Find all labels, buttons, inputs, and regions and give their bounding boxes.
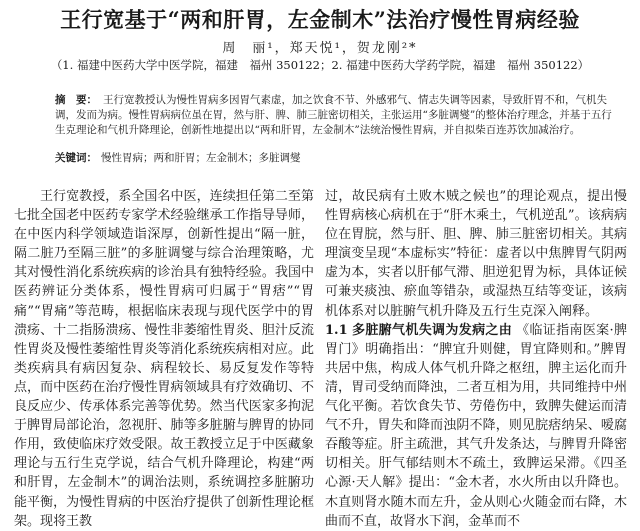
body-paragraph: 王行宽教授，系全国名中医，连续担任第二至第七批全国老中医药专家学术经验继承工作指导导师，在中医内科学领域造诣深厚，创新性提出“隔一脏，隔二脏乃至隔三脏”的多脏调燮与综合治理策略，尤其对慢性消化系统疾病的诊治具有独特经验。我国中医药辨证分类体系，慢性胃病可归属于“胃痞”“胃痛”“胃痛”等范畴，根据临床表现与现代医学中的胃溃疡、十二指肠溃疡、慢性非萎缩性胃炎、胆汁反流性胃炎及慢性萎缩性胃炎等消化系统疾病相对应。此类疾病具有病因复杂、病程较长、易反复发作等特点，而中医药在治疗慢性胃病领域具有疗效确切、不良反应少、传承体系完善等优势。然当代医家多拘泥于脾胃局部论治，忽视肝、肺等多脏腑与脾胃的协同作用，致使临床疗效受限。故王教授立足于中医藏象理论与五行生克学说，结合气机升降理论，构建“两和肝胃，左金制木”的调治法则，系统调控多脏腑功能平衡，为慢性胃病的中医治疗提供了创新性理论框架。现将王教 — [14, 189, 314, 529]
keywords-text: 慢性胃病；两和肝胃；左金制木；多脏调燮 — [101, 152, 301, 164]
article-authors: 周 丽¹，郑天悦¹，贺龙刚²* — [222, 41, 418, 56]
article-title: 王行宽基于“两和肝胃，左金制木”法治疗慢性胃病经验 — [60, 7, 580, 32]
section-number: 1.1 — [325, 322, 348, 338]
section-title: 多脏腑气机失调为发病之由 — [351, 322, 513, 338]
abstract — [55, 93, 615, 138]
section-text: 《临证指南医案·脾胃门》明确指出：“脾宜升则健，胃宜降则和。”脾胃共居中焦，构成人体气机升降之枢纽，脾主运化而升清，胃司受纳而降浊，二者互相为用，共同维持中州气化平衡。若饮食失节、劳倦伤中，致脾失健运而清气不升，胃失和降而浊阴不降，则见脘痞纳呆、嗳腐吞酸等症。肝主疏泄，其气升发条达，与脾胃升降密切相关。肝气郁结则木不疏土，致脾运呆滞。《四圣心源·天人解》提出：“金木者，水火所由以升降也。木直则肾水随木而左升，金从则心火随金而右降，木曲而不直，故肾水下润，金革而不 — [325, 322, 627, 529]
article-affiliation: （1. 福建中医药大学中医学院，福建 福州 350122；2. 福建中医药大学药学院，福建 福州 350122） — [50, 58, 590, 72]
abstract-label: 摘 要： — [55, 94, 97, 106]
body-column-right — [325, 187, 627, 529]
keywords-label: 关键词： — [55, 152, 97, 164]
abstract-text: 王行宽教授认为慢性胃病多因胃气素虚，加之饮食不节、外感邪气、情志失调等因素，导致肝胃不和，气机失调，发而为病。慢性胃病病位虽在胃，然与肝、脾、肺三脏密切相关，主张运用“多脏调燮”的整体治疗理念，并基于五行生克理论和气机升降理论，创新性地提出以“两和肝胃，左金制木”法统治慢性胃病，并自拟柴百连苏饮加减治疗。 — [55, 94, 612, 136]
keywords — [55, 151, 615, 166]
body-column-left — [14, 187, 314, 529]
body-paragraph: 过，故民病有土败木贼之候也”的理论观点，提出慢性胃病核心病机在于“肝木乘土，气机逆乱”。该病病位在胃脘，然与肝、胆、脾、肺三脏密切相关。其病理演变呈现“本虚标实”特征：虚者以中焦脾胃气阴两虚为本，实者以肝郁气滞、胆逆犯胃为标，具体证候可兼夹痰浊、瘀血等错杂，或湿热互结等变证，该病机体系对以脏腑气机升降及五行生克深入阐释。 — [325, 189, 627, 319]
section-paragraph — [325, 321, 627, 531]
